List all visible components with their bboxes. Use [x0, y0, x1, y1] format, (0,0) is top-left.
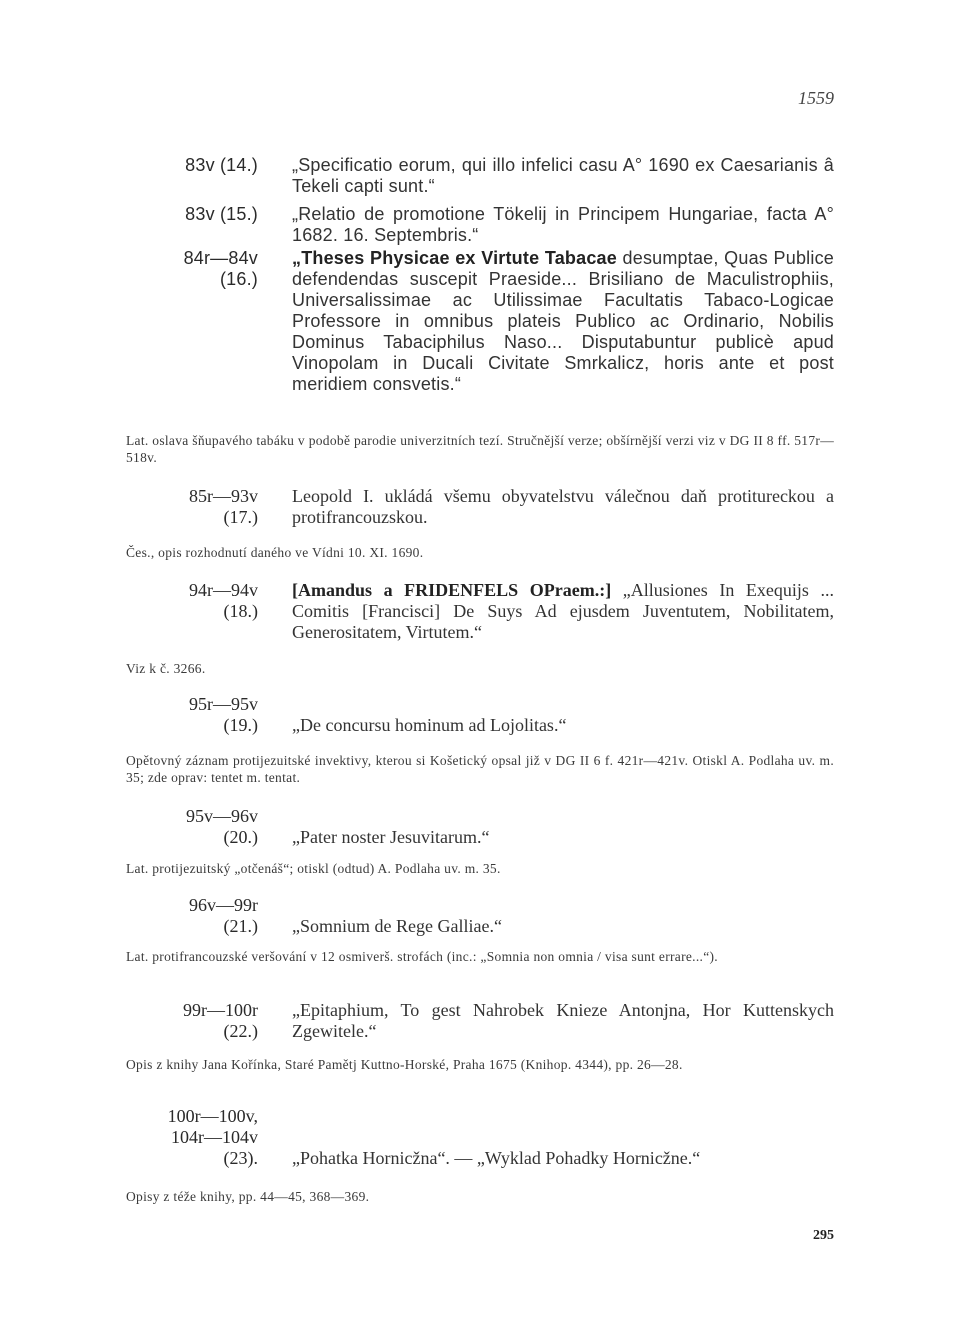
- entry-title-bold: [Amandus a FRIDENFELS OPraem.:]: [292, 580, 612, 600]
- entry-ref: 84r—84v (16.): [183, 248, 258, 289]
- note-16: Lat. oslava šňupavého tabáku v podobě parodie univerzitních tezí. Stručnější verze; obšírnější verzi viz v DG II 8 ff. 517r—518v.: [126, 433, 834, 465]
- footer-page-number: 295: [813, 1228, 834, 1243]
- entry-ref: 95r—95v (19.): [189, 694, 258, 735]
- entry-ref: 94r—94v (18.): [189, 580, 258, 621]
- entry-title: „De concursu hominum ad Lojolitas.“: [292, 715, 567, 735]
- entry-title: [292, 580, 834, 643]
- entry-ref: 83v (15.): [185, 204, 258, 224]
- entry-title: „Pater noster Jesuvitarum.“: [292, 827, 490, 847]
- entry-18: [130, 580, 834, 643]
- entry-title: Leopold I. ukládá všemu obyvatelstvu válečnou daň protitureckou a protifrancouzskou.: [292, 486, 834, 527]
- entry-title-bold: „Theses Physicae ex Virtute Tabacae: [292, 248, 617, 268]
- entry-23: [130, 1106, 834, 1169]
- note-22: Opis z knihy Jana Kořínka, Staré Pamětj Kuttno-Horské, Praha 1675 (Knihop. 4344), pp. 26—28.: [126, 1057, 683, 1072]
- note-18: Viz k č. 3266.: [126, 661, 206, 676]
- entry-title: [292, 248, 834, 395]
- entry-ref: 83v (14.): [185, 155, 258, 175]
- entry-title-rest: desumptae, Quas Publice defendendas suscepit Praeside... Brisiliano de Maculistrophiis, Universalissimae ac Utilissimae Facultatis Tabaco-Logicae Professore in omnibus plateis Publico ac Ordinario, Nobilis Dominus Tabaciphilus Naso... Disputabuntur publicè apud Vinopolam in Ducali Civitate Smrkalicz, horis ante et post meridiem consvetis.“: [292, 248, 834, 394]
- entry-17: [130, 486, 834, 528]
- entry-ref: 99r—100r (22.): [183, 1000, 258, 1041]
- entry-21: [130, 895, 834, 937]
- entry-ref: 95v—96v (20.): [186, 806, 258, 847]
- entry-19: [130, 694, 834, 736]
- entry-ref: 100r—100v, 104r—104v (23).: [167, 1106, 258, 1168]
- entry-22: [130, 1000, 834, 1042]
- entry-20: [130, 806, 834, 848]
- note-19: Opětovný záznam protijezuitské invektivy, kterou si Košetický opsal již v DG II 6 f. 421r—421v. Otiskl A. Podlaha uv. m. 35; zde oprav: tentet m. tentat.: [126, 753, 834, 785]
- entry-title: „Somnium de Rege Galliae.“: [292, 916, 502, 936]
- entry-title: „Epitaphium, To gest Nahrobek Knieze Antonjna, Hor Kuttenskych Zgewitele.“: [292, 1000, 834, 1041]
- entry-ref: 96v—99r (21.): [189, 895, 258, 936]
- page-number: 1559: [798, 88, 834, 108]
- entry-title: „Relatio de promotione Tökelij in Principem Hungariae, facta A° 1682. 16. Septembris.“: [292, 204, 834, 245]
- note-20: Lat. protijezuitský „otčenáš“; otiskl (odtud) A. Podlaha uv. m. 35.: [126, 861, 501, 876]
- entry-14: [130, 155, 834, 197]
- entry-15: [130, 204, 834, 246]
- note-23: Opisy z téže knihy, pp. 44—45, 368—369.: [126, 1189, 370, 1204]
- entry-title: „Pohatka Hornicžna“. — „Wyklad Pohadky Hornicžne.“: [292, 1148, 701, 1168]
- entry-title: „Specificatio eorum, qui illo infelici casu A° 1690 ex Caesarianis â Tekeli capti sunt.“: [292, 155, 834, 196]
- note-17: Čes., opis rozhodnutí daného ve Vídni 10. XI. 1690.: [126, 545, 424, 560]
- entry-ref: 85r—93v (17.): [189, 486, 258, 527]
- entry-16: [130, 248, 834, 395]
- note-21: Lat. protifrancouzské veršování v 12 osmiverš. strofách (inc.: „Somnia non omnia / visa sunt errare...“).: [126, 949, 718, 964]
- entry-title-rest: „Allusiones In Exequijs ... Comitis [Francisci] De Suys Ad ejusdem Juventutem, Nobilitatem, Generositatem, Virtutem.“: [292, 580, 834, 642]
